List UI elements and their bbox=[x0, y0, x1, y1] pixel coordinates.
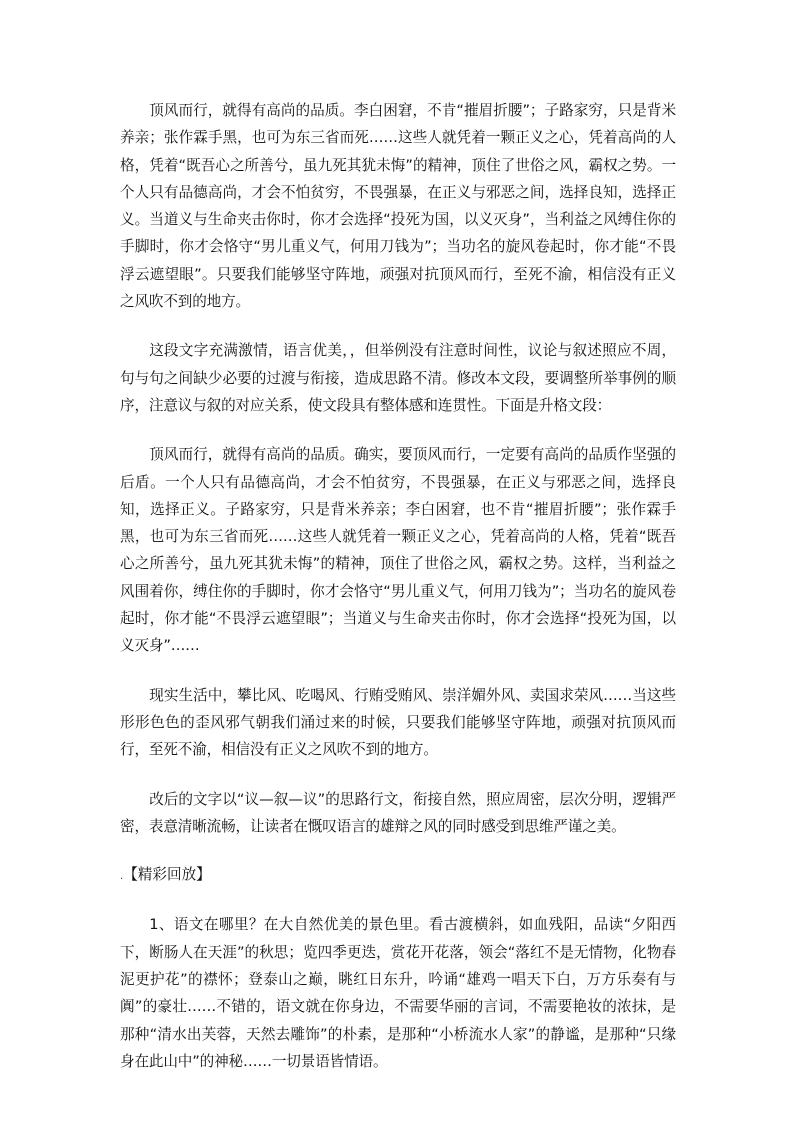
paragraph-analysis: 改后的文字以“议—叙—议”的思路行文，衔接自然，照应周密，层次分明，逻辑严密，表意清晰流畅，让读者在慨叹语言的雄辩之风的同时感受到思维严谨之美。 bbox=[120, 790, 676, 835]
paragraph-commentary: 这段文字充满激情，语言优美，，但举例没有注意时间性，议论与叙述照应不周，句与句之间缺少必要的过渡与衔接，造成思路不清。修改本文段，要调整所举事例的顺序，注意议与叙的对应关系，使文段具有整体感和连贯性。下面是升格文段： bbox=[120, 342, 676, 414]
paragraph-spacer bbox=[120, 419, 676, 441]
paragraph-replay-1: 1、语文在哪里？在大自然优美的景色里。看古渡横斜，如血残阳，品读“夕阳西下，断肠人在天涯”的秋思；览四季更迭，赏花开花落，领会“落红不是无情物，化物春泥更护花”的襟怀；登泰山之巅，眺红日东升，吟诵“雄鸡一唱天下白，万方乐奏有与阗”的豪壮……不错的，语文就在你身边，不需要华丽的言词，不需要艳妆的浓抹，是那种“清水出芙蓉，天然去雕饰”的朴素，是那种“小桥流水人家”的静谧，是那种“只缘身在此山中”的神秘……一切景语皆情语。 bbox=[120, 916, 676, 1070]
paragraph-original-passage: 顶风而行，就得有高尚的品质。李白困窘，不肯“摧眉折腰”；子路家穷，只是背米养亲；张作霖手黑，也可为东三省而死……这些人就凭着一颗正义之心，凭着高尚的人格，凭着“既吾心之所善兮，虽九死其犹未悔”的精神，顶住了世俗之风，霸权之势。一个人只有品德高尚，才会不怕贫穷，不畏强暴，在正义与邪恶之间，选择良知，选择正义。当道义与生命夹击你时，你才会选择“投死为国，以义灭身”，当利益之风缚住你的手脚时，你才会恪守“男儿重义气，何用刀钱为”；当功名的旋风卷起时，你才能“不畏浮云遮望眼”。只要我们能够坚守阵地，顽强对抗顶风而行，至死不渝，相信没有正义之风吹不到的地方。 bbox=[120, 102, 676, 311]
paragraph-spacer bbox=[120, 764, 676, 786]
paragraph-spacer bbox=[120, 660, 676, 682]
document-page bbox=[120, 97, 676, 1075]
paragraph-revised-passage: 顶风而行，就得有高尚的品质。确实，要顶风而行，一定要有高尚的品质作坚强的后盾。一个人只有品德高尚，才会不怕贫穷，不畏强暴，在正义与邪恶之间，选择良知，选择正义。子路家穷，只是背米养亲；李白困窘，也不肯“摧眉折腰”；张作霖手黑，也可为东三省而死……这些人就凭着一颗正义之心，凭着高尚的人格，凭着“既吾心之所善兮，虽九死其犹未悔”的精神，顶住了世俗之风，霸权之势。这样，当利益之风围着你，缚住你的手脚时，你才会恪守“男儿重义气，何用刀钱为”；当功名的旋风卷起时，你才能“不畏浮云遮望眼”；当道义与生命夹击你时，你才会选择“投死为国，以义灭身”…… bbox=[120, 446, 676, 655]
heading-mark: . bbox=[120, 871, 124, 883]
paragraph-spacer bbox=[120, 315, 676, 337]
paragraph-revised-conclusion: 现实生活中，攀比风、吃喝风、行贿受贿风、崇洋媚外风、卖国求荣风……当这些形形色色的歪风邪气朝我们涌过来的时候，只要我们能够坚守阵地，顽强对抗顶风而行，至死不渝，相信没有正义之风吹不到的地方。 bbox=[120, 686, 676, 759]
section-heading bbox=[120, 861, 676, 890]
paragraph-spacer bbox=[120, 890, 676, 911]
paragraph-spacer bbox=[120, 840, 676, 861]
section-heading-text: 【精彩回放】 bbox=[123, 866, 211, 884]
